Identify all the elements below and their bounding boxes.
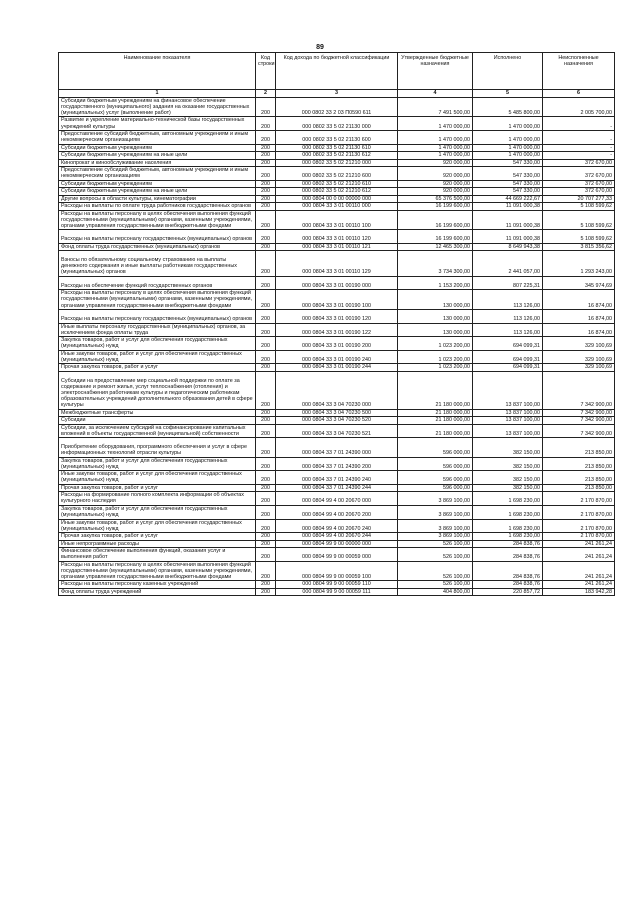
table-row (59, 310, 615, 323)
row-executed: 220 857,72 (473, 588, 543, 595)
row-name: Закупка товаров, работ и услуг для обеспечения государственных (муниципальных) нужд (59, 457, 256, 471)
row-unexecuted: 241 261,24 (543, 561, 615, 581)
row-line-code: 200 (256, 243, 276, 250)
row-budget-code: 000 0802 33 5 02 21130 000 (276, 117, 398, 131)
table-row (59, 243, 615, 250)
row-unexecuted: 1 293 243,00 (543, 251, 615, 277)
row-budget-code: 000 0804 99 9 00 00059 110 (276, 581, 398, 588)
row-name: Субсидии бюджетным учреждениям (59, 144, 256, 151)
row-budget-code: 000 0804 33 3 01 00110 100 (276, 210, 398, 230)
table-row (59, 131, 615, 145)
table-row (59, 152, 615, 159)
column-number-row (59, 90, 615, 97)
row-name: Прочая закупка товаров, работ и услуг (59, 364, 256, 371)
row-approved: 21 180 000,00 (398, 409, 473, 416)
row-approved: 596 000,00 (398, 457, 473, 471)
row-approved: 65 376 500,00 (398, 195, 473, 202)
row-name: Субсидии, за исключением субсидий на софинансирование капитальных вложений в объекты государственной (муниципальной) собственности (59, 424, 256, 438)
row-budget-code: 000 0804 33 3 01 00190 200 (276, 337, 398, 351)
table-row (59, 167, 615, 181)
row-approved: 526 100,00 (398, 540, 473, 547)
row-name: Расходы на выплаты персоналу государственных (муниципальных) органов (59, 230, 256, 243)
row-budget-code: 000 0804 33 3 01 00190 120 (276, 310, 398, 323)
table-row (59, 548, 615, 562)
row-name: Субсидии бюджетным учреждениям (59, 180, 256, 187)
table-row (59, 409, 615, 416)
row-unexecuted: 2 170 870,00 (543, 505, 615, 519)
row-unexecuted: 213 850,00 (543, 438, 615, 458)
table-row (59, 533, 615, 540)
row-line-code: 200 (256, 409, 276, 416)
row-name: Субсидии бюджетным учреждениям на иные цели (59, 188, 256, 195)
row-approved: 920 000,00 (398, 188, 473, 195)
row-name: Расходы на выплаты персоналу казенных учреждений (59, 581, 256, 588)
row-budget-code: 000 0804 33 3 01 00110 121 (276, 243, 398, 250)
table-row (59, 438, 615, 458)
row-name: Закупка товаров, работ и услуг для обеспечения государственных (муниципальных) нужд (59, 505, 256, 519)
row-approved: 526 100,00 (398, 561, 473, 581)
row-executed: 113 126,00 (473, 310, 543, 323)
row-budget-code: 000 0804 33 3 01 00110 129 (276, 251, 398, 277)
row-name: Иные выплаты персоналу государственных (муниципальных) органов, за исключением фонда оплаты труда (59, 323, 256, 337)
row-name: Фонд оплаты труда государственных (муниципальных) органов (59, 243, 256, 250)
row-unexecuted: 372 670,00 (543, 167, 615, 181)
row-executed: 284 838,76 (473, 581, 543, 588)
row-unexecuted: 213 850,00 (543, 457, 615, 471)
row-budget-code: 000 0802 33 5 02 21210 000 (276, 159, 398, 166)
table-row (59, 195, 615, 202)
row-approved: 1 470 000,00 (398, 117, 473, 131)
row-unexecuted: 183 942,28 (543, 588, 615, 595)
table-row (59, 581, 615, 588)
row-approved: 1 470 000,00 (398, 131, 473, 145)
row-line-code: 200 (256, 350, 276, 364)
row-name: Расходы на выплаты персоналу государственных (муниципальных) органов (59, 310, 256, 323)
row-approved: 1 023 200,00 (398, 364, 473, 371)
row-budget-code: 000 0804 33 3 01 00110 120 (276, 230, 398, 243)
table-row (59, 424, 615, 438)
header-line-code: Код строки (256, 53, 276, 90)
row-budget-code: 000 0804 33 3 01 00190 244 (276, 364, 398, 371)
row-unexecuted: 7 342 900,00 (543, 417, 615, 424)
row-executed: 807 225,31 (473, 276, 543, 289)
table-row (59, 350, 615, 364)
row-budget-code: 000 0804 33 3 04 70230 521 (276, 424, 398, 438)
table-row (59, 417, 615, 424)
row-name: Субсидии бюджетным учреждениям на финансовое обеспечение государственного (муниципального) задания на оказание государственных (муниципальных) услуг (выполнение работ) (59, 97, 256, 117)
row-unexecuted: 2 170 870,00 (543, 519, 615, 533)
row-approved: 16 199 600,00 (398, 230, 473, 243)
row-executed: 1 698 230,00 (473, 533, 543, 540)
row-line-code: 200 (256, 167, 276, 181)
row-unexecuted: 2 170 870,00 (543, 533, 615, 540)
row-executed: 11 091 000,38 (473, 203, 543, 210)
row-budget-code: 000 0804 33 7 01 24390 240 (276, 471, 398, 485)
row-budget-code: 000 0804 33 3 04 70230 500 (276, 409, 398, 416)
row-executed: 382 150,00 (473, 484, 543, 491)
column-number: 3 (276, 90, 398, 97)
row-executed: 1 470 000,00 (473, 152, 543, 159)
table-row (59, 188, 615, 195)
row-budget-code: 000 0804 33 7 01 24390 244 (276, 484, 398, 491)
table-row (59, 144, 615, 151)
table-row (59, 323, 615, 337)
row-name: Предоставление субсидий бюджетным, автономным учреждениям и иным некоммерческим организациям (59, 167, 256, 181)
row-name: Кинопрокат и кинообслуживание населения (59, 159, 256, 166)
row-name: Фонд оплаты труда учреждений (59, 588, 256, 595)
table-row (59, 484, 615, 491)
row-approved: 130 000,00 (398, 323, 473, 337)
row-name: Расходы на выплаты персоналу в целях обеспечения выполнения функций государственными (муниципальными) органами, казенными учреждениями, органами управления государственными внебюджетными фондами (59, 210, 256, 230)
row-line-code: 200 (256, 180, 276, 187)
row-budget-code: 000 0804 99 4 00 20670 240 (276, 519, 398, 533)
row-name: Развитие и укрепление материально-технической базы государственных учреждений культуры (59, 117, 256, 131)
row-approved: 1 153 200,00 (398, 276, 473, 289)
row-name: Расходы на обеспечение функций государственных органов (59, 276, 256, 289)
row-unexecuted: 7 342 900,00 (543, 371, 615, 409)
row-budget-code: 000 0802 33 2 03 П0590 611 (276, 97, 398, 117)
row-executed: 13 837 100,00 (473, 409, 543, 416)
row-approved: 526 100,00 (398, 581, 473, 588)
row-executed: 1 698 230,00 (473, 492, 543, 506)
row-line-code: 200 (256, 210, 276, 230)
row-name: Иные непрограммные расходы (59, 540, 256, 547)
row-executed: 1 470 000,00 (473, 144, 543, 151)
row-executed: 11 091 000,38 (473, 210, 543, 230)
row-unexecuted: 7 342 900,00 (543, 424, 615, 438)
row-name: Иные закупки товаров, работ и услуг для обеспечения государственных (муниципальных) нужд (59, 519, 256, 533)
row-line-code: 200 (256, 310, 276, 323)
row-unexecuted: 5 108 599,62 (543, 230, 615, 243)
row-unexecuted: - (543, 144, 615, 151)
row-executed: 1 698 230,00 (473, 519, 543, 533)
row-executed: 284 838,76 (473, 561, 543, 581)
header-budget-code: Код дохода по бюджетной классификации (276, 53, 398, 90)
table-row (59, 276, 615, 289)
row-line-code: 200 (256, 417, 276, 424)
row-unexecuted: - (543, 152, 615, 159)
row-unexecuted: 16 874,00 (543, 290, 615, 310)
row-executed: 1 698 230,00 (473, 505, 543, 519)
row-name: Субсидии бюджетным учреждениям на иные цели (59, 152, 256, 159)
row-executed: 2 441 057,00 (473, 251, 543, 277)
row-line-code: 200 (256, 548, 276, 562)
row-approved: 1 470 000,00 (398, 152, 473, 159)
row-unexecuted: 241 261,24 (543, 581, 615, 588)
row-name: Взносы по обязательному социальному страхованию на выплаты денежного содержания и иные выплаты работникам государственных (муниципальных) органов (59, 251, 256, 277)
row-approved: 596 000,00 (398, 438, 473, 458)
row-approved: 1 023 200,00 (398, 350, 473, 364)
row-unexecuted: 329 100,69 (543, 337, 615, 351)
table-row (59, 159, 615, 166)
row-budget-code: 000 0802 33 5 02 21210 610 (276, 180, 398, 187)
row-name: Расходы на выплаты персоналу в целях обеспечения выполнения функций государственными (муниципальными) органами, казенными учреждениями, органами управления государственными внебюджетными фондами (59, 561, 256, 581)
row-approved: 1 470 000,00 (398, 144, 473, 151)
row-executed: 547 330,00 (473, 167, 543, 181)
row-budget-code: 000 0802 33 5 02 21130 610 (276, 144, 398, 151)
row-approved: 16 199 600,00 (398, 210, 473, 230)
row-approved: 596 000,00 (398, 471, 473, 485)
table-row (59, 97, 615, 117)
header-executed: Исполнено (473, 53, 543, 90)
row-name: Межбюджетные трансферты (59, 409, 256, 416)
row-executed: 8 649 943,38 (473, 243, 543, 250)
row-name: Расходы на формирование полного комплекта информации об объектах культурного наследия (59, 492, 256, 506)
row-approved: 920 000,00 (398, 180, 473, 187)
row-approved: 526 100,00 (398, 548, 473, 562)
row-unexecuted: 372 670,00 (543, 188, 615, 195)
row-line-code: 200 (256, 131, 276, 145)
row-line-code: 200 (256, 561, 276, 581)
row-unexecuted: - (543, 131, 615, 145)
header-approved: Утвержденные бюджетные назначения (398, 53, 473, 90)
row-unexecuted: 213 850,00 (543, 484, 615, 491)
row-name: Иные закупки товаров, работ и услуг для обеспечения государственных (муниципальных) нужд (59, 471, 256, 485)
row-budget-code: 000 0804 33 3 01 00110 000 (276, 203, 398, 210)
row-budget-code: 000 0804 33 3 01 00190 122 (276, 323, 398, 337)
row-executed: 1 470 000,00 (473, 117, 543, 131)
row-unexecuted: 345 974,69 (543, 276, 615, 289)
table-row (59, 337, 615, 351)
row-budget-code: 000 0802 33 5 02 21130 600 (276, 131, 398, 145)
row-name: Финансовое обеспечение выполнения функций, оказания услуг и выполнения работ (59, 548, 256, 562)
table-row (59, 364, 615, 371)
table-row (59, 203, 615, 210)
row-approved: 21 180 000,00 (398, 417, 473, 424)
row-approved: 596 000,00 (398, 484, 473, 491)
row-executed: 113 126,00 (473, 323, 543, 337)
row-line-code: 200 (256, 323, 276, 337)
row-line-code: 200 (256, 438, 276, 458)
row-line-code: 200 (256, 492, 276, 506)
row-unexecuted: 16 874,00 (543, 323, 615, 337)
row-approved: 130 000,00 (398, 290, 473, 310)
row-line-code: 200 (256, 195, 276, 202)
row-approved: 3 869 100,00 (398, 492, 473, 506)
row-executed: 694 099,31 (473, 350, 543, 364)
row-executed: 547 330,00 (473, 180, 543, 187)
row-line-code: 200 (256, 457, 276, 471)
row-unexecuted: 5 108 599,62 (543, 210, 615, 230)
row-budget-code: 000 0802 33 5 02 21210 612 (276, 188, 398, 195)
row-budget-code: 000 0804 33 3 01 00190 000 (276, 276, 398, 289)
row-line-code: 200 (256, 144, 276, 151)
table-row (59, 561, 615, 581)
column-number: 2 (256, 90, 276, 97)
row-unexecuted: 16 874,00 (543, 310, 615, 323)
column-number: 6 (543, 90, 615, 97)
table-row (59, 540, 615, 547)
row-approved: 21 180 000,00 (398, 371, 473, 409)
header-unexecuted: Неисполненные назначения (543, 53, 615, 90)
row-executed: 13 837 100,00 (473, 424, 543, 438)
row-unexecuted: 241 261,24 (543, 540, 615, 547)
row-executed: 382 150,00 (473, 438, 543, 458)
row-unexecuted: 2 170 870,00 (543, 492, 615, 506)
table-row (59, 290, 615, 310)
row-executed: 694 099,31 (473, 364, 543, 371)
row-line-code: 200 (256, 540, 276, 547)
row-unexecuted: 20 707 277,33 (543, 195, 615, 202)
row-unexecuted: 5 108 599,62 (543, 203, 615, 210)
row-budget-code: 000 0804 99 9 00 00000 000 (276, 540, 398, 547)
table-row (59, 505, 615, 519)
row-budget-code: 000 0804 99 4 00 20670 244 (276, 533, 398, 540)
row-approved: 3 869 100,00 (398, 533, 473, 540)
table-row (59, 210, 615, 230)
row-unexecuted: 329 100,69 (543, 350, 615, 364)
row-line-code: 200 (256, 424, 276, 438)
row-executed: 382 150,00 (473, 471, 543, 485)
row-line-code: 200 (256, 159, 276, 166)
row-line-code: 200 (256, 371, 276, 409)
row-approved: 3 869 100,00 (398, 505, 473, 519)
row-executed: 284 838,76 (473, 548, 543, 562)
row-unexecuted: 241 261,24 (543, 548, 615, 562)
row-approved: 130 000,00 (398, 310, 473, 323)
header-indicator-name: Наименование показателя (59, 53, 256, 90)
row-name: Субсидии (59, 417, 256, 424)
row-budget-code: 000 0804 33 3 01 00190 240 (276, 350, 398, 364)
row-budget-code: 000 0804 33 3 04 70230 000 (276, 371, 398, 409)
row-executed: 5 485 800,00 (473, 97, 543, 117)
row-executed: 13 837 100,00 (473, 417, 543, 424)
column-number: 5 (473, 90, 543, 97)
row-unexecuted: 7 342 900,00 (543, 409, 615, 416)
row-name: Прочая закупка товаров, работ и услуг (59, 533, 256, 540)
row-unexecuted: 3 815 356,62 (543, 243, 615, 250)
row-line-code: 200 (256, 117, 276, 131)
row-budget-code: 000 0804 33 7 01 24390 200 (276, 457, 398, 471)
row-name: Другие вопросы в области культуры, кинематографии (59, 195, 256, 202)
table-row (59, 251, 615, 277)
row-budget-code: 000 0802 33 5 02 21210 600 (276, 167, 398, 181)
row-unexecuted: - (543, 117, 615, 131)
row-name: Субсидии на предоставление мер социальной поддержки по оплате за содержание и ремонт жилья, услуг теплоснабжения (отопления) и электроснабжения работникам культуры и педагогическим работникам образовательных учреждений дополнительного образования детей в сфере культуры (59, 371, 256, 409)
row-budget-code: 000 0804 99 9 00 00059 111 (276, 588, 398, 595)
row-approved: 21 180 000,00 (398, 424, 473, 438)
row-line-code: 200 (256, 251, 276, 277)
row-line-code: 200 (256, 581, 276, 588)
row-unexecuted: 329 100,69 (543, 364, 615, 371)
row-line-code: 200 (256, 97, 276, 117)
row-line-code: 200 (256, 533, 276, 540)
row-line-code: 200 (256, 188, 276, 195)
row-approved: 920 000,00 (398, 167, 473, 181)
table-row (59, 117, 615, 131)
row-budget-code: 000 0804 99 9 00 00059 100 (276, 561, 398, 581)
table-row (59, 471, 615, 485)
row-unexecuted: 372 670,00 (543, 180, 615, 187)
row-line-code: 200 (256, 276, 276, 289)
table-row (59, 371, 615, 409)
row-unexecuted: 2 005 700,00 (543, 97, 615, 117)
row-name: Прочая закупка товаров, работ и услуг (59, 484, 256, 491)
row-executed: 11 091 000,38 (473, 230, 543, 243)
row-unexecuted: 372 670,00 (543, 159, 615, 166)
row-approved: 7 491 500,00 (398, 97, 473, 117)
row-budget-code: 000 0804 00 0 00 00000 000 (276, 195, 398, 202)
row-approved: 12 465 300,00 (398, 243, 473, 250)
row-line-code: 200 (256, 484, 276, 491)
row-executed: 694 099,31 (473, 337, 543, 351)
row-name: Иные закупки товаров, работ и услуг для обеспечения государственных (муниципальных) нужд (59, 350, 256, 364)
row-approved: 920 000,00 (398, 159, 473, 166)
table-row (59, 492, 615, 506)
row-executed: 1 470 000,00 (473, 131, 543, 145)
row-line-code: 200 (256, 152, 276, 159)
row-budget-code: 000 0804 33 3 01 00190 100 (276, 290, 398, 310)
row-approved: 3 869 100,00 (398, 519, 473, 533)
row-budget-code: 000 0804 99 4 00 20670 000 (276, 492, 398, 506)
row-approved: 3 734 300,00 (398, 251, 473, 277)
page-number: 89 (316, 44, 324, 51)
column-number: 4 (398, 90, 473, 97)
table-row (59, 519, 615, 533)
table-row (59, 457, 615, 471)
row-executed: 382 150,00 (473, 457, 543, 471)
row-name: Предоставление субсидий бюджетным, автономным учреждениям и иным некоммерческим организациям (59, 131, 256, 145)
row-executed: 547 330,00 (473, 188, 543, 195)
table-body (59, 90, 615, 596)
row-name: Приобретение оборудования, программного обеспечения и услуг в сфере информационных технологий отрасли культуры (59, 438, 256, 458)
row-budget-code: 000 0802 33 5 02 21130 612 (276, 152, 398, 159)
row-line-code: 200 (256, 519, 276, 533)
table-row (59, 588, 615, 595)
row-line-code: 200 (256, 505, 276, 519)
row-executed: 44 669 222,67 (473, 195, 543, 202)
row-approved: 16 199 600,00 (398, 203, 473, 210)
column-number: 1 (59, 90, 256, 97)
table-row (59, 230, 615, 243)
row-line-code: 200 (256, 471, 276, 485)
row-unexecuted: 213 850,00 (543, 471, 615, 485)
row-line-code: 200 (256, 337, 276, 351)
row-line-code: 200 (256, 290, 276, 310)
row-budget-code: 000 0804 99 4 00 20670 200 (276, 505, 398, 519)
table-row (59, 180, 615, 187)
row-budget-code: 000 0804 99 9 00 00059 000 (276, 548, 398, 562)
row-approved: 404 800,00 (398, 588, 473, 595)
row-executed: 13 837 100,00 (473, 371, 543, 409)
row-executed: 547 330,00 (473, 159, 543, 166)
table-header-row (59, 53, 615, 90)
row-executed: 284 838,76 (473, 540, 543, 547)
row-name: Закупка товаров, работ и услуг для обеспечения государственных (муниципальных) нужд (59, 337, 256, 351)
row-budget-code: 000 0804 33 7 01 24390 000 (276, 438, 398, 458)
row-name: Расходы на выплаты персоналу в целях обеспечения выполнения функций государственными (муниципальными) органами, казенными учреждениями, органами управления государственными внебюджетными фондами (59, 290, 256, 310)
row-budget-code: 000 0804 33 3 04 70230 520 (276, 417, 398, 424)
row-approved: 1 023 200,00 (398, 337, 473, 351)
row-name: Расходы на выплаты по оплате труда работников государственных органов (59, 203, 256, 210)
row-executed: 113 126,00 (473, 290, 543, 310)
row-line-code: 200 (256, 588, 276, 595)
budget-execution-table (58, 52, 615, 596)
row-line-code: 200 (256, 230, 276, 243)
row-line-code: 200 (256, 203, 276, 210)
row-line-code: 200 (256, 364, 276, 371)
